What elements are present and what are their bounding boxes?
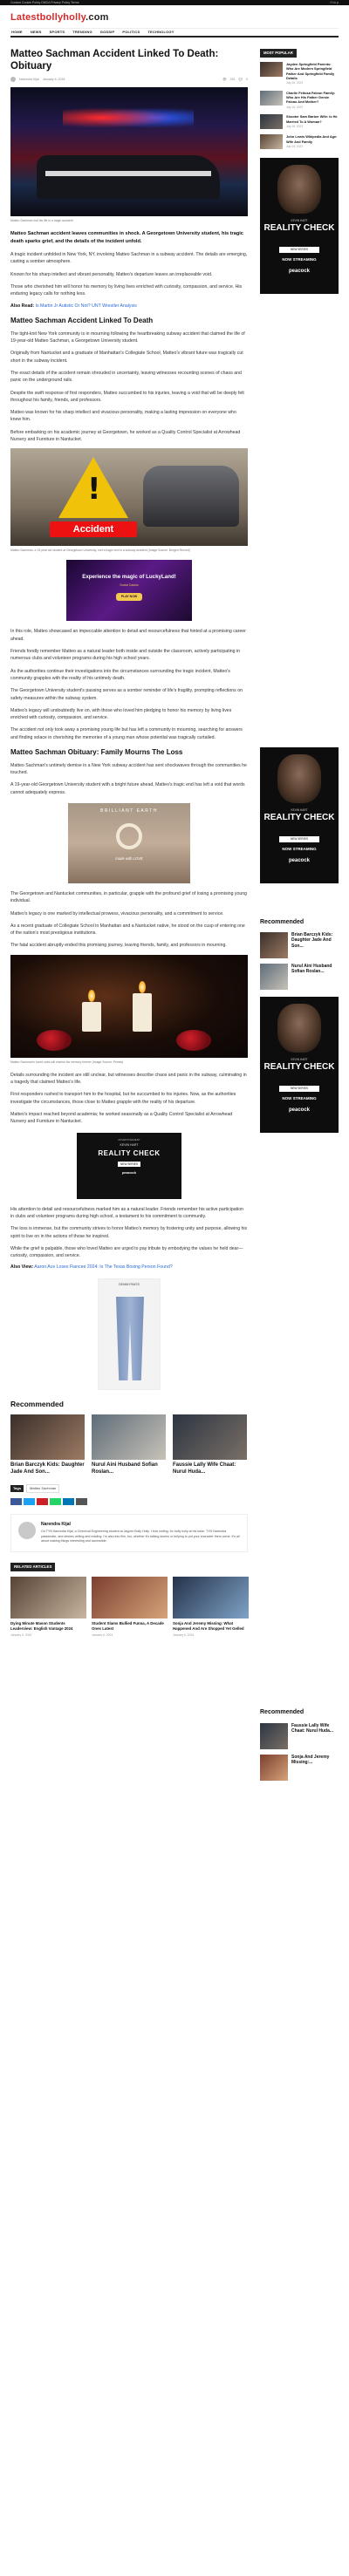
tag-link[interactable]: Matteo Sachman — [26, 1484, 59, 1493]
related-card[interactable] — [10, 1577, 86, 1638]
paragraph: Matteo was known for his sharp intellect and vivacious personality, making a lasting impression on everyone who knew him. — [10, 410, 236, 423]
views-count: 291 — [229, 77, 236, 81]
author-avatar[interactable] — [18, 1522, 36, 1539]
related-thumbnail[interactable] — [10, 1577, 86, 1619]
sidebar-item-title[interactable]: Shooter Sam Barber Wife: Is He Married To A Woman? — [286, 114, 338, 124]
article-column — [10, 49, 248, 1638]
related-thumbnail[interactable] — [173, 1577, 249, 1619]
section-heading: Matteo Sachman Accident Linked To Death — [10, 317, 154, 325]
sidebar-recommended-item[interactable] — [260, 964, 339, 990]
hero-image — [10, 87, 248, 216]
recommended-name[interactable]: Faussie Lally Wife Chaat: Nurul Huda... — [173, 1462, 236, 1475]
recommended-section — [10, 1399, 248, 1475]
related-articles — [10, 1563, 248, 1638]
sidebar-recommended-title: Recommended — [260, 919, 305, 926]
nav-gossip[interactable]: GOSSIP — [99, 30, 115, 35]
accident-sign-text: Accident — [50, 521, 137, 537]
paragraph: Friends fondly remember Matteo as a natural leader both inside and outside the classroom, actively participating in numerous clubs and volunteer programs during his high school years. — [10, 648, 240, 662]
sidebar-thumbnail[interactable] — [260, 114, 283, 129]
sidebar-recommended-name[interactable]: Faussie Lally Wife Chaat: Nurul Huda... — [291, 1722, 334, 1734]
recommended-card[interactable] — [10, 1414, 85, 1475]
ad-brand: peacock — [288, 1107, 310, 1114]
also-view-link[interactable]: Aaron Ace Loses Fiancee 2024: Is The Texas Boxing Person Found? — [34, 1264, 173, 1271]
related-title[interactable]: Student Slams Bullied Funna, A Decade Ones Latest — [92, 1620, 164, 1631]
site-logo[interactable]: Latestbollyholly.com — [10, 12, 109, 23]
section-heading: Matteo Sachman Obituary: Family Mourns The Loss — [10, 748, 183, 757]
paragraph: In this role, Matteo showcased an impeccable attention to detail and resourcefulness that hinted at a promising career ahead. — [10, 629, 246, 642]
author-bio: On TYN Narendra Kijal, a Chemical Engineering student at Jaypee Bolly Holly. I love writing, for bolly holly at his base. TYN Narendra passionate, and desires writing and reading. I'm also into film, too, whether it's talking stories or helping to put your character them come. It's all about making things interesting and accessible. — [41, 1530, 240, 1544]
paragraph: As the authorities continue their investigations into the circumstances surrounding the tragic incident, Matteo's community grapples with the reality of his untimely death. — [10, 668, 230, 681]
paragraph: Known for his sharp intellect and vibrant personality, Matteo's departure leaves an irreplaceable void. — [10, 271, 213, 277]
paragraph: His attention to detail and resourcefulness marked him as a natural leader. Friends remember his active participation in clubs and volunteer programs during high school, a testament to his commitment to community. — [10, 1206, 244, 1219]
sidebar-advertisement[interactable] — [260, 747, 339, 883]
sidebar-item[interactable] — [260, 114, 339, 129]
paragraph: Originally from Nantucket and a graduate of Manhattan's Collegiate School, Matteo's vibrant future was tragically cut short in the subway incident. — [10, 351, 243, 364]
ad-slogan: NOW STREAMING — [282, 257, 317, 262]
social-icons[interactable]: f t in p — [330, 1, 339, 4]
ad-tagline: made with LOVE — [115, 856, 143, 862]
sidebar-item[interactable] — [260, 62, 339, 85]
related-date: January 6, 2024 — [10, 1632, 32, 1637]
ad-tag: NEW SERIES — [279, 247, 319, 253]
lead-paragraph: Matteo Sachman accident leaves communities in shock. A Georgetown University student, his tragic death sparks grief, and the details of the incident unfold. — [10, 231, 243, 244]
paragraph: The exact details of the accident remain shrouded in uncertainty, leaving witnesses recounting scenes of chaos and panic on the underground rails. — [10, 370, 242, 384]
recommended-name[interactable]: Brian Barczyk Kids: Daughter Jade And Son... — [10, 1462, 85, 1475]
ad-tag: NEW SERIES — [279, 836, 319, 842]
paragraph: Matteo's impact reached beyond academia; he worked seasonally as a Quality Control Specialist at Arrowhead Nursery and Furniture in Nantucket. — [10, 1111, 233, 1125]
paragraph: While the grief is palpable, those who loved Matteo are urged to pay tribute by embodying the values he held dear—curiosity, compassion, and service. — [10, 1245, 243, 1259]
nav-sports[interactable]: SPORTS — [49, 30, 65, 35]
share-buttons — [10, 1498, 248, 1505]
ad-tag: NEW SERIES — [118, 1162, 140, 1168]
share-email-icon[interactable] — [76, 1498, 87, 1505]
sidebar-recommended — [260, 918, 339, 990]
related-title[interactable]: Dying Minute Mason Students Leaderview: English Vantage 2024 — [10, 1620, 73, 1631]
sidebar-recommended — [260, 1708, 339, 1780]
nav-home[interactable]: HOME — [11, 30, 23, 35]
sidebar-recommended-item[interactable] — [260, 1723, 339, 1749]
ad-play-button[interactable]: PLAY NOW — [116, 593, 142, 601]
recommended-thumbnail[interactable] — [10, 1414, 85, 1460]
related-date: January 6, 2024 — [92, 1632, 113, 1637]
advertisement-reality-check[interactable] — [77, 1133, 181, 1199]
comments-count[interactable]: 0 — [246, 77, 248, 81]
sidebar-recommended-thumbnail[interactable] — [260, 964, 288, 990]
sidebar-item[interactable] — [260, 134, 339, 149]
related-card[interactable] — [173, 1577, 249, 1638]
sidebar-recommended-item[interactable] — [260, 932, 339, 958]
article-title: Matteo Sachman Accident Linked To Death: Obituary — [10, 49, 219, 72]
recommended-thumbnail[interactable] — [173, 1414, 247, 1460]
article-date: January 6, 2024 — [42, 77, 65, 81]
ad-kicker: KEVIN HART — [120, 1142, 139, 1147]
author-name[interactable]: Narendra Kijal — [41, 1522, 71, 1528]
also-read-link[interactable]: Is Martin Jr Autistic Or Not? UNT Wrestler Analysis — [35, 303, 137, 309]
views-icon: 👁 — [222, 77, 227, 81]
sidebar-advertisement[interactable] — [260, 997, 339, 1133]
tags-row — [10, 1484, 248, 1493]
sidebar-item-title[interactable]: John Lewis Wikipedia And Age: Wife And Family — [286, 134, 338, 144]
paragraph: Details surrounding the incident are still unclear, but witnesses describe chaos and panic in the subway, culminating in a tragedy that claimed Matteo's life. — [10, 1072, 247, 1086]
article-meta — [10, 77, 248, 82]
top-bar — [0, 0, 349, 5]
author-box — [10, 1514, 248, 1551]
also-view-label: Also View: — [10, 1264, 34, 1271]
sidebar-advertisement[interactable] — [260, 158, 339, 294]
nav-trending[interactable]: TRENDING — [72, 30, 92, 35]
ad-subtitle: Social Casino — [120, 583, 139, 588]
paragraph: A 19-year-old Georgetown University student with a bright future ahead, Matteo's tragic end has left a void that words cannot adequately express. — [10, 782, 245, 795]
ring-icon — [116, 823, 142, 849]
accident-image — [10, 448, 248, 546]
sidebar-item-title[interactable]: Jayden Springfield Parents: Who Are Modern Springfield Father And Springfield Family Details — [286, 62, 335, 80]
recommended-card[interactable] — [92, 1414, 166, 1475]
ad-tag: NEW SERIES — [279, 1086, 319, 1092]
sidebar-heading: MOST POPULAR — [260, 49, 297, 58]
top-links[interactable]: Contact Cookie Policy DMCA Privacy Policy Terms — [10, 1, 79, 4]
recommended-name[interactable]: Nurul Aini Husband Sofian Roslan... — [92, 1462, 158, 1475]
share-whatsapp-icon[interactable] — [50, 1498, 61, 1505]
related-title[interactable]: Sonja And Jeremy Missing: What Happened And Are Shopped Yet Gelled — [173, 1620, 244, 1631]
ad-slogan: NOW STREAMING — [282, 1096, 317, 1101]
paragraph: A tragic incident unfolded in New York, NY, involving Matteo Sachman in a subway accident. The details are emerging, casting a somber atmosphere. — [10, 251, 248, 265]
paragraph: The tight-knit New York community is in mourning following the heartbreaking subway accident that claimed the life of 19-year-old Matteo Sachman, a Georgetown University student. — [10, 331, 245, 344]
share-facebook-icon[interactable] — [10, 1498, 22, 1505]
sidebar-item-date: July 16, 2023 — [286, 124, 303, 128]
also-view — [10, 1264, 248, 1271]
paragraph: Matteo's legacy will undoubtedly live on, with those who loved him pledging to honor his memory by living lives enriched with curiosity, compassion, and service. — [10, 707, 232, 721]
nav-technology[interactable]: TECHNOLOGY — [147, 30, 174, 35]
share-linkedin-icon[interactable] — [63, 1498, 74, 1505]
comments-icon: 💬 — [238, 77, 243, 81]
ad-kicker: KEVIN HART — [291, 219, 308, 223]
paragraph: Matteo's legacy is one marked by intellectual prowess, vivacious personality, and a commitment to service. — [10, 910, 224, 917]
paragraph: The Georgetown University student's passing serves as a somber reminder of life's fragility, prompting reflections on safety measures within the subway system. — [10, 688, 243, 701]
accident-caption: Matteo Sachman, a 19-year old student at Georgetown University, met a tragic end in a subway accident (Image Source: Bergen Record) — [10, 549, 190, 553]
main-nav — [10, 28, 339, 37]
paragraph: The fatal accident abruptly ended this promising journey, leaving friends, family, and professors in mourning. — [10, 943, 227, 949]
sidebar-recommended-item[interactable] — [260, 1755, 339, 1781]
header — [10, 8, 339, 27]
ad-title: Experience the magic of LuckyLand! — [82, 574, 176, 581]
sidebar-item-date: July 16, 2023 — [286, 105, 303, 109]
sidebar-item[interactable] — [260, 91, 339, 109]
ad-kicker: KEVIN HART — [291, 1058, 308, 1062]
sidebar-recommended-name[interactable]: Sonja And Jeremy Missing:... — [291, 1754, 330, 1765]
sidebar-recommended-title: Recommended — [260, 1709, 305, 1716]
sidebar-thumbnail[interactable] — [260, 134, 283, 149]
sidebar-recommended-thumbnail[interactable] — [260, 1755, 288, 1781]
advertisement-jeans[interactable] — [98, 1278, 161, 1390]
sidebar-thumbnail[interactable] — [260, 62, 283, 77]
ad-brand: peacock — [288, 269, 310, 275]
paragraph: The accident not only took away a promising young life but has left a community in mourning, searching for answers and finding solace in cherishing the memories of a young man whose potential was tragically curtailed. — [10, 727, 243, 740]
sidebar-recommended-name[interactable]: Brian Barczyk Kids: Daughter Jade And Son... — [291, 932, 333, 949]
paragraph: First responders rushed to transport him to the hospital, but he succumbed to his injuries. Now, as the authorities investigate the circumstances, those close to Matteo grapple with the reality of his departure. — [10, 1092, 236, 1105]
author-name[interactable]: Narendra Kijal — [19, 77, 39, 81]
sidebar-thumbnail[interactable] — [260, 91, 283, 106]
sidebar-item-date: July 16, 2023 — [286, 144, 303, 148]
related-heading: RELATED ARTICLES — [10, 1563, 55, 1571]
candles-caption: Matteo Sachman's loved ones will cherish his memory forever (Image Source: Pexels) — [10, 1060, 124, 1064]
sidebar — [260, 49, 339, 1786]
also-read-label: Also Read: — [10, 303, 35, 309]
paragraph: As a recent graduate of Collegiate School in Manhattan and a Nantucket native, he stood on the cusp of entering one of the nation's most prestigious institutions. — [10, 923, 245, 937]
paragraph: Matteo Sachman's untimely demise in a New York subway accident has sent shockwaves through the communities he touched. — [10, 762, 247, 775]
ad-title: REALITY CHECK — [263, 813, 335, 823]
recommended-title: Recommended — [10, 1400, 64, 1408]
nav-politics[interactable]: POLITICS — [122, 30, 140, 35]
author-avatar[interactable] — [10, 77, 16, 82]
sidebar-item-date: July 16, 2023 — [286, 81, 303, 85]
ad-brand: BRILLIANT EARTH — [100, 808, 158, 814]
paragraph: Before embarking on his academic journey at Georgetown, he worked as a Quality Control Specialist at Arrowhead Nursery and Furniture in Nantucket. — [10, 429, 241, 443]
paragraph: The Georgetown and Nantucket communities, in particular, grapple with the profound grief of losing a promising young individual. — [10, 890, 248, 904]
ad-title: REALITY CHECK — [98, 1149, 161, 1157]
sidebar-recommended-thumbnail[interactable] — [260, 1723, 288, 1749]
share-pinterest-icon[interactable] — [37, 1498, 48, 1505]
ad-kicker: KEVIN HART — [291, 808, 308, 813]
recommended-card[interactable] — [173, 1414, 247, 1475]
paragraph: Those who cherished him will honor his memory by living lives enriched with curiosity, compassion, and service. His enduring legacy calls for nothing less. — [10, 283, 243, 297]
nav-news[interactable]: NEWS — [30, 30, 42, 35]
candles-image — [10, 955, 248, 1058]
related-date: January 6, 2024 — [173, 1632, 195, 1637]
share-twitter-icon[interactable] — [24, 1498, 35, 1505]
related-thumbnail[interactable] — [92, 1577, 168, 1619]
sidebar-item-title[interactable]: Charlie Feitosa Falcon Family: Who Are His Father Gersie Falcao And Mother? — [286, 90, 336, 105]
ad-title: DENIM PANTS — [119, 1283, 140, 1286]
related-card[interactable] — [92, 1577, 168, 1638]
tags-label: Tags — [10, 1485, 24, 1492]
advertisement-brilliant-earth[interactable] — [68, 803, 190, 883]
ad-slogan: NOW STREAMING — [282, 847, 317, 852]
sidebar-recommended-name[interactable]: Nurul Aini Husband Sofian Roslan... — [291, 964, 332, 975]
paragraph: Despite the swift response of first responders, Matteo succumbed to his injuries, leaving a void that will be deeply felt throughout his family, friends, and professors. — [10, 390, 244, 403]
recommended-thumbnail[interactable] — [92, 1414, 166, 1460]
ad-label: ADVERTISEMENT — [118, 1137, 140, 1141]
hero-caption: Matteo Sachman lost his life in a tragic accident — [10, 219, 73, 223]
warning-icon: ! — [87, 472, 101, 508]
ad-title: REALITY CHECK — [263, 1062, 335, 1073]
ad-title: REALITY CHECK — [263, 223, 335, 234]
advertisement-luckyland[interactable] — [66, 560, 192, 621]
also-read — [10, 303, 248, 310]
sidebar-recommended-thumbnail[interactable] — [260, 932, 288, 958]
ad-brand: peacock — [121, 1170, 136, 1176]
ad-brand: peacock — [288, 858, 310, 864]
paragraph: The loss is immense, but the community strives to honor Matteo's memory by fostering unity and purpose, allowing his spirit to live on in the actions of those he inspired. — [10, 1226, 248, 1239]
